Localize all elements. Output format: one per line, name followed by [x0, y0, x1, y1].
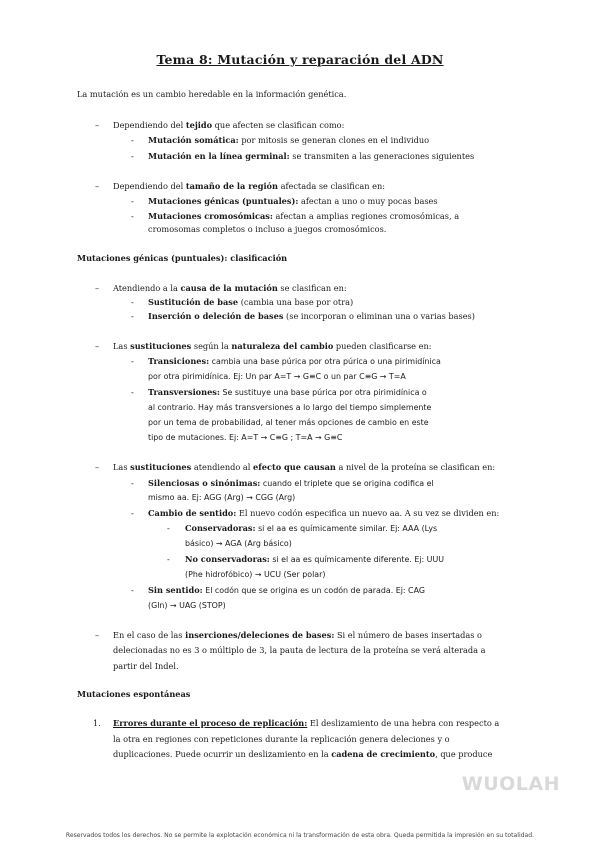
list-item: Sustitución de base (cambia una base por otra) [148, 297, 354, 307]
list-item: Cambio de sentido: El nuevo codón especifica un nuevo aa. A su vez se dividen en: [148, 508, 500, 518]
espont-paragraph-continuation: la otra en regiones con repeticiones durante la replicación genera deleciones y o [113, 734, 450, 744]
list-item-continuation: mismo aa. Ej: AGG (Arg) → CGG (Arg) [148, 493, 296, 502]
list-item-continuation: por un tema de probabilidad, al tener más opciones de cambio en este [148, 418, 429, 427]
intro-text: La mutación es un cambio heredable en la información genética. [77, 89, 347, 99]
indel-paragraph-continuation: partir del Indel. [113, 661, 179, 671]
bullet-dash: - [131, 311, 134, 321]
bullet-dash: - [131, 151, 134, 161]
bullet-dash: – [95, 181, 100, 191]
bullet-dash: – [95, 283, 100, 293]
bullet-dash: - [131, 478, 134, 488]
bullet-dash: – [95, 630, 100, 640]
list-item: Silenciosas o sinónimas: cuando el triplete que se origina codifica el [148, 478, 434, 488]
page-title: Tema 8: Mutación y reparación del ADN [156, 52, 444, 67]
list-item-continuation: básico) → AGA (Arg básico) [185, 539, 292, 548]
bullet-dash: – [95, 462, 100, 472]
list-item-continuation: al contrario. Hay más transversiones a lo largo del tiempo simplemente [148, 403, 432, 412]
efecto-paragraph: Las sustituciones atendiendo al efecto que causan a nivel de la proteína se clasifican en: [113, 462, 496, 472]
list-item: Mutaciones cromosómicas: afectan a amplias regiones cromosómicas, a [148, 211, 460, 221]
bullet-dash: - [131, 211, 134, 221]
list-item: No conservadoras: si el aa es químicamente diferente. Ej: UUU [185, 554, 445, 564]
list-item: Transversiones: Se sustituye una base púrica por otra pirimidínica o [148, 387, 427, 397]
bullet-dash: - [131, 297, 134, 307]
bullet-dash: - [131, 196, 134, 206]
bullet-dash: - [167, 523, 170, 533]
list-item-continuation: (Phe hidrofóbico) → UCU (Ser polar) [185, 570, 326, 579]
causa-paragraph: Atendiendo a la causa de la mutación se clasifican en: [113, 283, 347, 293]
list-number: 1. [93, 718, 101, 728]
bullet-dash: – [95, 120, 100, 130]
list-item: Transiciones: cambia una base púrica por otra púrica o una pirimidínica [148, 356, 441, 366]
list-item-continuation: tipo de mutaciones. Ej: A=T → C≡G ; T=A → G≡C [148, 433, 343, 442]
section-heading: Mutaciones génicas (puntuales): clasificación [77, 253, 288, 263]
list-item-continuation: por otra pirimidínica. Ej: Un par A=T → G≡C o un par C≡G → T=A [148, 372, 406, 381]
section-heading: Mutaciones espontáneas [77, 689, 191, 699]
copyright-footer: Reservados todos los derechos. No se permite la explotación económica ni la transformación de esta obra. Queda permitida la impresión en su totalidad. [65, 832, 535, 839]
list-item: Mutaciones génicas (puntuales): afectan a uno o muy pocas bases [148, 196, 438, 206]
espont-paragraph-continuation: duplicaciones. Puede ocurrir un deslizamiento en la cadena de crecimiento, que produce [113, 749, 493, 759]
list-item: Mutación somática: por mitosis se generan clones en el individuo [148, 135, 430, 145]
list-item: Mutación en la línea germinal: se transmiten a las generaciones siguientes [148, 151, 475, 161]
bullet-dash: - [131, 508, 134, 518]
bullet-dash: - [131, 387, 134, 397]
naturaleza-paragraph: Las sustituciones según la naturaleza del cambio pueden clasificarse en: [113, 341, 432, 351]
bullet-dash: - [131, 356, 134, 366]
list-item-continuation: cromosomas completos o incluso a juegos cromosómicos. [148, 224, 387, 234]
bullet-dash: - [131, 135, 134, 145]
tejido-paragraph: Dependiendo del tejido que afecten se clasifican como: [113, 120, 345, 130]
bullet-dash: - [131, 585, 134, 595]
bullet-dash: – [95, 341, 100, 351]
list-item: Sin sentido: El codón que se origina es un codón de parada. Ej: CAG [148, 585, 425, 595]
espont-paragraph: Errores durante el proceso de replicación: El deslizamiento de una hebra con respecto a [113, 718, 500, 728]
indel-paragraph-continuation: delecionadas no es 3 o múltiplo de 3, la pauta de lectura de la proteína se verá alterada a [113, 645, 486, 655]
tamano-paragraph: Dependiendo del tamaño de la región afectada se clasifican en: [113, 181, 386, 191]
list-item: Inserción o deleción de bases (se incorporan o eliminan una o varias bases) [148, 311, 475, 321]
list-item: Conservadoras: si el aa es químicamente similar. Ej: AAA (Lys [185, 523, 438, 533]
list-item-continuation: (Gln) → UAG (STOP) [148, 601, 226, 610]
indel-paragraph: En el caso de las inserciones/deleciones de bases: Si el número de bases insertadas o [113, 630, 482, 640]
bullet-dash: - [167, 554, 170, 564]
wuolah-watermark: WUOLAH [461, 773, 560, 795]
